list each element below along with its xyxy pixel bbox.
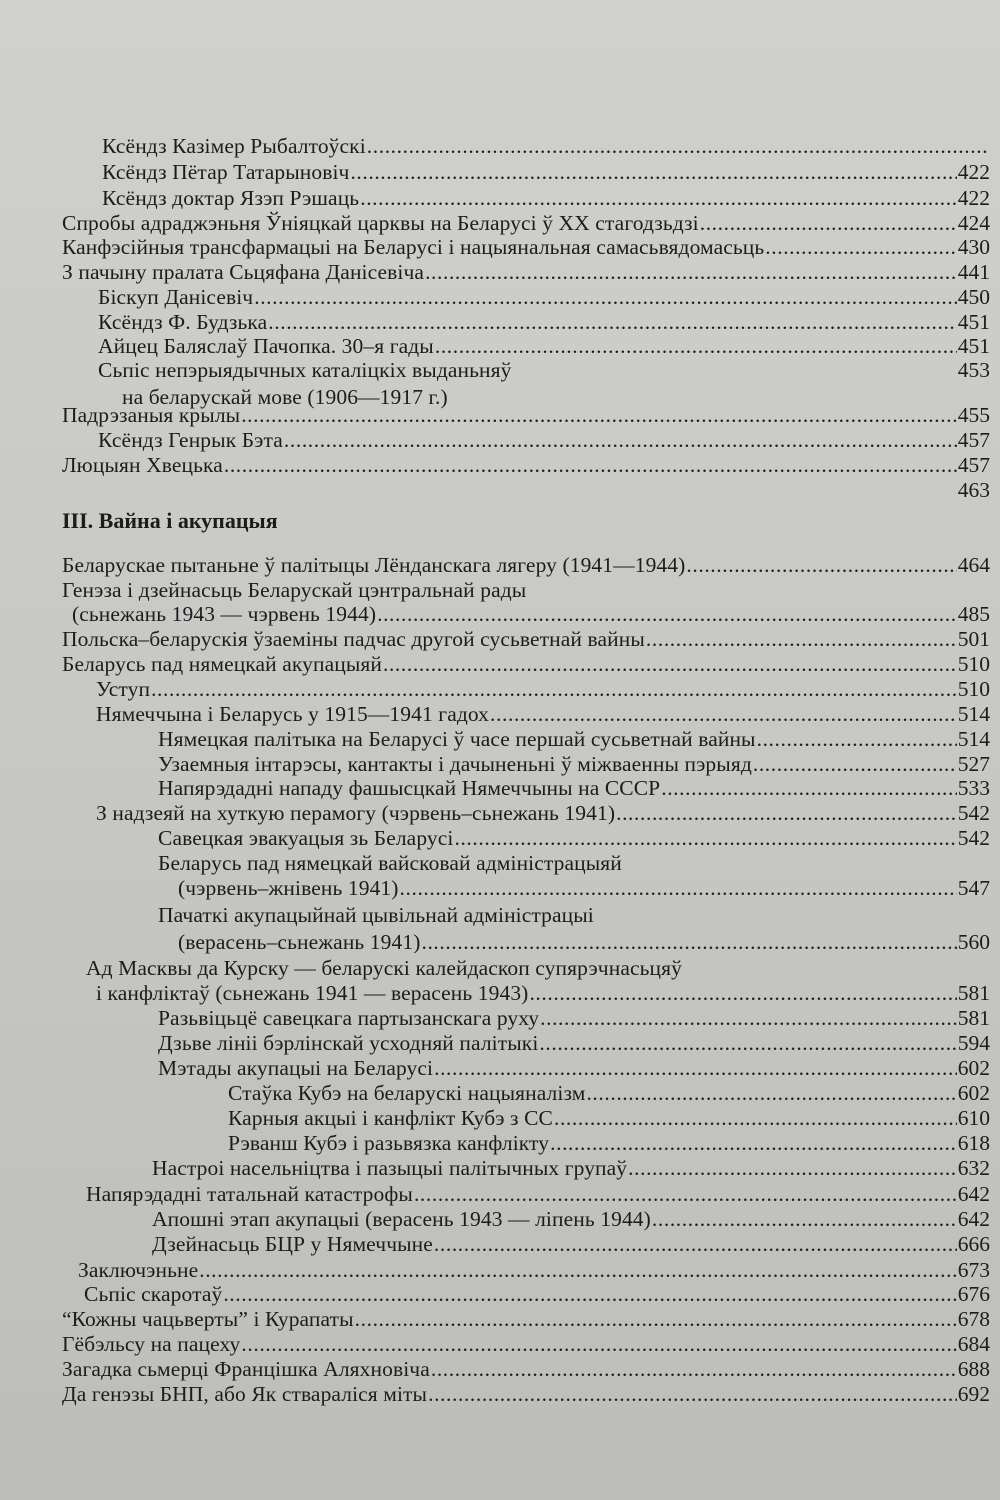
toc-page-number: 594 <box>957 1031 990 1055</box>
toc-page-number: 542 <box>957 826 990 850</box>
toc-entry-line <box>102 158 990 186</box>
dot-leader <box>367 132 989 160</box>
toc-entry-line <box>62 1355 990 1383</box>
toc-page-number: 422 <box>957 160 990 184</box>
toc-entry-line <box>102 184 990 212</box>
dot-leader <box>428 1380 957 1408</box>
toc-entry <box>62 1079 990 1107</box>
dot-leader <box>425 258 957 286</box>
toc-entry-title: Апошні этап акупацыі (верасень 1943 — ліпень 1944) <box>152 1207 651 1231</box>
toc-entry <box>62 1230 990 1258</box>
toc-entry-title: Разьвіцьцё савецкага партызанскага руху <box>158 1006 540 1030</box>
toc-entry-title: Да генэзы БНП, або Як ствараліся міты <box>62 1382 428 1406</box>
toc-page-number: 676 <box>957 1282 990 1306</box>
toc-entry-line <box>86 954 990 982</box>
toc-entry-title: Ксёндз Казімер Рыбалтоўскі <box>102 134 366 158</box>
toc-entry-title: Гёбэльсу на пацеху <box>62 1332 241 1356</box>
toc-page-number: 430 <box>957 235 990 259</box>
toc-entry <box>62 158 990 186</box>
toc-entry-line <box>96 979 990 1007</box>
toc-entry-continuation <box>62 600 990 628</box>
toc-entry-line <box>158 725 990 753</box>
toc-entry-title: З надзеяй на хуткую перамогу (чэрвень–сьнежань 1941) <box>96 801 616 825</box>
toc-page-number: 455 <box>957 403 990 427</box>
toc-page-number: 485 <box>957 602 990 626</box>
toc-entry-line <box>158 1029 990 1057</box>
toc-page-number: 602 <box>957 1081 990 1105</box>
toc-page-number: 581 <box>957 1006 990 1030</box>
toc-entry <box>62 551 990 579</box>
toc-page-number: 457 <box>957 453 990 477</box>
toc-entry-title: Сьпіс непэрыядычных каталіцкіх выданьняў <box>98 358 512 382</box>
toc-entry-title: Польска–беларускія ўзаеміны падчас другой сусьветнай вайны <box>62 627 645 651</box>
toc-page-number: 514 <box>957 727 990 751</box>
toc-entry-line <box>62 625 990 653</box>
dot-leader <box>490 700 957 728</box>
dot-leader <box>434 1054 957 1082</box>
toc-page-number: 510 <box>957 677 990 701</box>
dot-leader <box>421 928 956 956</box>
toc-entry <box>62 1054 990 1082</box>
toc-entry-line <box>98 283 990 311</box>
toc-page-number: 501 <box>957 627 990 651</box>
toc-entry-title: Настроі насельніцтва і пазыцыі палітычных групаў <box>152 1156 628 1180</box>
dot-leader <box>454 824 956 852</box>
toc-entry <box>62 1280 990 1308</box>
toc-entry-title: Беларусь пад нямецкай вайсковай адміністрацыяй <box>158 851 622 875</box>
toc-entry <box>62 283 990 311</box>
toc-entry <box>62 1154 990 1182</box>
toc-entry-title: Генэза і дзейнасьць Беларускай цэнтральнай рады <box>62 578 527 602</box>
toc-entry-line <box>158 901 990 929</box>
dot-leader <box>383 650 957 678</box>
toc-entry-continuation <box>62 979 990 1007</box>
toc-entry <box>62 675 990 703</box>
toc-entry-title: Ксёндз доктар Язэп Рэшаць <box>102 186 360 210</box>
toc-entry <box>62 849 990 877</box>
toc-entry <box>62 901 990 929</box>
toc-entry <box>62 1355 990 1383</box>
toc-entry <box>62 356 990 384</box>
toc-entry-line <box>96 700 990 728</box>
toc-entry-title: (сьнежань 1943 — чэрвень 1944) <box>72 602 377 626</box>
toc-entry-title: Уступ <box>96 677 151 701</box>
toc-entry-title: Рэванш Кубэ і разьвязка канфлікту <box>228 1131 550 1155</box>
toc-entry-title: Падрэзаныя крылы <box>62 403 241 427</box>
toc-page-number: 642 <box>957 1207 990 1231</box>
toc-entry <box>62 233 990 261</box>
toc-entry <box>62 725 990 753</box>
toc-page-number: 463 <box>957 478 990 502</box>
toc-entry <box>62 1029 990 1057</box>
toc-entry-line <box>72 600 990 628</box>
toc-entry-title: Дзейнасьць БЦР у Нямеччыне <box>152 1232 433 1256</box>
toc-page-number: 666 <box>957 1232 990 1256</box>
toc-entry-line <box>228 1104 990 1132</box>
dot-leader <box>646 625 957 653</box>
toc-entry-title: Мэтады акупацыі на Беларусі <box>158 1056 434 1080</box>
toc-entry-title: “Кожны чацьверты” і Курапаты <box>62 1307 354 1331</box>
toc-entry-title: Ксёндз Генрык Бэта <box>98 428 283 452</box>
toc-entry <box>62 700 990 728</box>
toc-entry-title: (верасень–сьнежань 1941) <box>178 930 421 954</box>
toc-entry <box>62 1205 990 1233</box>
toc-entry <box>62 1305 990 1333</box>
toc-page-number: 688 <box>957 1357 990 1381</box>
toc-page-number: 514 <box>957 702 990 726</box>
toc-page-number: 560 <box>957 930 990 954</box>
toc-page-number: 678 <box>957 1307 990 1331</box>
toc-entry <box>62 132 990 160</box>
dot-leader <box>284 426 957 454</box>
toc-page-number: 451 <box>957 310 990 334</box>
toc-entry-line <box>152 1205 990 1233</box>
table-of-contents <box>62 0 990 1500</box>
toc-entry <box>62 1129 990 1157</box>
toc-page-number: 542 <box>957 801 990 825</box>
toc-entry <box>62 1004 990 1032</box>
toc-entry <box>62 451 990 479</box>
toc-entry-title: Беларускае пытаньне ў палітыцы Лёнданскага лягеру (1941—1944) <box>62 553 686 577</box>
toc-entry-title: Напярэдадні татальнай катастрофы <box>86 1182 413 1206</box>
dot-leader <box>765 233 956 261</box>
toc-entry-title: Люцыян Хвецька <box>62 453 223 477</box>
toc-entry-title: Ксёндз Пётар Татарыновіч <box>102 160 350 184</box>
dot-leader <box>350 158 956 186</box>
dot-leader <box>539 1029 956 1057</box>
dot-leader <box>529 979 956 1007</box>
toc-page-number: 581 <box>957 981 990 1005</box>
toc-entry-title: Беларусь пад нямецкай акупацыяй <box>62 652 382 676</box>
dot-leader <box>241 401 957 429</box>
dot-leader <box>686 551 956 579</box>
toc-entry-title: Біскуп Данісевіч <box>98 285 254 309</box>
section-heading: III. Вайна і акупацыя <box>62 508 278 533</box>
toc-entry <box>62 1330 990 1358</box>
toc-entry-line <box>178 928 990 956</box>
dot-leader <box>223 1280 956 1308</box>
toc-page-number: 441 <box>957 260 990 284</box>
toc-entry-title: З пачыну пралата Сьцяфана Данісевіча <box>62 260 425 284</box>
toc-entry-title: Нямеччына і Беларусь у 1915—1941 гадох <box>96 702 490 726</box>
dot-leader <box>241 1330 956 1358</box>
toc-entry-title: Спробы адраджэньня Ўніяцкай царквы на Беларусі ў XX стагодзьдзі <box>62 211 699 235</box>
toc-entry-line <box>62 233 990 261</box>
toc-entry-title: Нямецкая палітыка на Беларусі ў часе першай сусьветнай вайны <box>158 727 756 751</box>
dot-leader <box>616 799 957 827</box>
toc-page-number: 457 <box>957 428 990 452</box>
toc-entry-line <box>62 1330 990 1358</box>
dot-leader <box>431 1355 957 1383</box>
toc-page-number: 527 <box>957 752 990 776</box>
dot-leader <box>355 1305 957 1333</box>
toc-entry-title: Заключэньне <box>78 1258 199 1282</box>
toc-entry <box>62 258 990 286</box>
toc-page-number: 673 <box>957 1258 990 1282</box>
toc-entry-line <box>62 650 990 678</box>
toc-entry <box>62 625 990 653</box>
toc-entry-line <box>152 1154 990 1182</box>
dot-leader <box>434 1230 957 1258</box>
toc-entry <box>62 1180 990 1208</box>
dot-leader <box>586 1079 956 1107</box>
toc-entry-title: Сьпіс скаротаў <box>84 1282 223 1306</box>
dot-leader <box>151 675 957 703</box>
dot-leader <box>661 774 957 802</box>
dot-leader <box>757 725 957 753</box>
toc-page-number: 422 <box>957 186 990 210</box>
toc-entry-title: на беларускай мове (1906—1917 г.) <box>122 385 448 409</box>
toc-entry <box>62 401 990 429</box>
toc-entry-line <box>86 1180 990 1208</box>
toc-page-number: 632 <box>957 1156 990 1180</box>
toc-page-number: 533 <box>957 776 990 800</box>
toc-page-number: 642 <box>957 1182 990 1206</box>
toc-entry-title: Пачаткі акупацыйнай цывільнай адміністрацыі <box>158 903 594 927</box>
toc-page-number: 547 <box>957 876 990 900</box>
dot-leader <box>550 1129 957 1157</box>
toc-entry-line <box>62 1380 990 1408</box>
toc-page-number: 510 <box>957 652 990 676</box>
toc-page-number: 464 <box>957 553 990 577</box>
toc-entry-continuation <box>62 874 990 902</box>
toc-page-number: 602 <box>957 1056 990 1080</box>
dot-leader <box>414 1180 957 1208</box>
toc-entry-continuation <box>62 928 990 956</box>
toc-entry <box>62 799 990 827</box>
toc-entry-title: Узаемныя інтарэсы, кантакты і дачыненьні ў міжваенны пэрыяд <box>158 752 752 776</box>
toc-entry-line <box>62 258 990 286</box>
toc-entry-line <box>152 1230 990 1258</box>
toc-page-number: 424 <box>957 211 990 235</box>
toc-entry-line <box>158 849 990 877</box>
toc-entry-line <box>96 799 990 827</box>
dot-leader <box>254 283 957 311</box>
toc-entry-line <box>158 1004 990 1032</box>
toc-entry <box>62 426 990 454</box>
toc-entry <box>62 1104 990 1132</box>
toc-page-number: 453 <box>957 358 990 382</box>
toc-entry-title: Айцец Баляслаў Пачопка. 30–я гады <box>98 334 434 358</box>
toc-entry-line <box>62 551 990 579</box>
toc-entry-title: Ад Масквы да Курску — беларускі калейдаскоп супярэчнасьцяў <box>86 956 682 980</box>
toc-entry-line <box>158 824 990 852</box>
toc-entry-line <box>102 132 990 160</box>
dot-leader <box>628 1154 957 1182</box>
toc-entry-line <box>158 774 990 802</box>
toc-page-number: 618 <box>957 1131 990 1155</box>
toc-page-number: 684 <box>957 1332 990 1356</box>
toc-entry-title: Дзьве лініі бэрлінскай усходняй палітыкі <box>158 1031 539 1055</box>
toc-entry-title: Ксёндз Ф. Будзька <box>98 310 268 334</box>
dot-leader <box>652 1205 957 1233</box>
toc-entry-title: (чэрвень–жнівень 1941) <box>178 876 399 900</box>
toc-page-number: 451 <box>957 334 990 358</box>
dot-leader <box>540 1004 957 1032</box>
toc-entry-title: Напярэдадні нападу фашысцкай Нямеччыны на СССР <box>158 776 661 800</box>
toc-entry-title: і канфліктаў (сьнежань 1941 — верасень 1943) <box>96 981 529 1005</box>
toc-entry-line <box>62 451 990 479</box>
toc-entry <box>62 184 990 212</box>
toc-entry-line <box>228 1079 990 1107</box>
dot-leader <box>360 184 957 212</box>
toc-entry-line <box>84 1280 990 1308</box>
toc-entry-title: Карныя акцыі і канфлікт Кубэ з СС <box>228 1106 553 1130</box>
toc-entry <box>62 954 990 982</box>
toc-entry-title: Савецкая эвакуацыя зь Беларусі <box>158 826 454 850</box>
toc-entry-line <box>158 1054 990 1082</box>
toc-entry <box>62 824 990 852</box>
toc-entry-title: Стаўка Кубэ на беларускі нацыяналізм <box>228 1081 586 1105</box>
dot-leader <box>400 874 957 902</box>
toc-entry-title: Загадка сьмерці Францішка Аляхновіча <box>62 1357 430 1381</box>
toc-page-number: 610 <box>957 1106 990 1130</box>
toc-entry <box>62 1380 990 1408</box>
toc-entry-line <box>98 356 990 384</box>
toc-entry-line <box>62 401 990 429</box>
toc-entry-line <box>62 1305 990 1333</box>
toc-entry <box>62 774 990 802</box>
toc-entry-line <box>178 874 990 902</box>
toc-entry-line <box>228 1129 990 1157</box>
toc-entry-line <box>96 675 990 703</box>
dot-leader <box>554 1104 957 1132</box>
toc-page-number: 450 <box>957 285 990 309</box>
toc-entry-line <box>98 426 990 454</box>
toc-entry <box>62 650 990 678</box>
dot-leader <box>224 451 957 479</box>
toc-entry-title: Канфэсійныя трансфармацыі на Беларусі і нацыянальная самасьвядомасьць <box>62 235 765 259</box>
toc-page-number: 692 <box>957 1382 990 1406</box>
dot-leader <box>377 600 957 628</box>
